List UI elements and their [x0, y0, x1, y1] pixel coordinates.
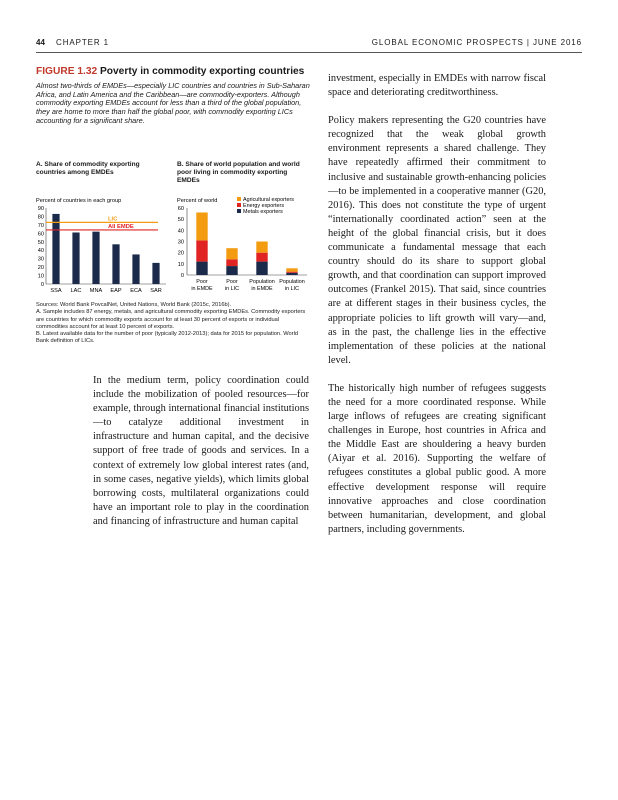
reference-line-label: LIC: [108, 216, 118, 223]
figure-title-text: Poverty in commodity exporting countries: [100, 66, 305, 77]
paragraph: Policy makers representing the G20 countries have recognized that the weak global growth environment represents a shared challenge. They have repeatedly affirmed their commitment to inclusive and sustainable growth-enhancing policies—to be implemented in a cooperative manner (G20, 2016). This does not constitute the type of urgent “internationally coordinated action” seen at the height of the global financial crisis, but it does communicate a fundamental message that each country should do its share to support global growth, and that coordination can support improved outcomes (Frankel 2015). That said, since countries are at different stages in their business cycles, the appropriate policies to lift growth will vary—and, as in the past, the challenge lies in the effective implementation of these policies at the national level.: [328, 115, 546, 366]
bar-segment-energy-exporters: [256, 253, 267, 262]
y-tick-label: 30: [37, 256, 44, 263]
left-column: [93, 374, 309, 529]
publication-title: GLOBAL ECONOMIC PROSPECTS | JUNE 2016: [371, 38, 582, 47]
figure-box: [36, 66, 311, 345]
right-column: [328, 72, 546, 537]
y-tick-label: 10: [177, 261, 184, 268]
bar-segment-energy-exporters: [226, 259, 237, 266]
bar-segment-energy-exporters: [286, 272, 297, 273]
y-tick-label: 0: [40, 282, 44, 288]
y-tick-label: 30: [177, 239, 184, 246]
bar-segment-energy-exporters: [196, 240, 207, 261]
bar-lac: [72, 232, 79, 284]
y-tick-label: 50: [37, 239, 44, 246]
y-tick-label: 20: [37, 265, 44, 272]
bar-segment-metals-exporters: [256, 262, 267, 275]
panel-b-title: B. Share of world population and world poor living in commodity exporting EMDEs: [177, 161, 300, 184]
x-tick-label: Population: [279, 279, 305, 285]
legend-label: Energy exporters: [243, 203, 285, 209]
x-tick-label: Poor: [196, 279, 208, 285]
y-tick-label: 40: [37, 248, 44, 255]
note-a-line: A. Sample includes 87 energy, metals, and agricultural commodity exporting EMDEs. Commodity exporters are countries for which commodity exports account for at least 30 percent of exports or individual commodities account for at least 10 percent of exports.: [36, 309, 306, 330]
paragraph: The historically high number of refugees suggests the need for a more coordinated response. While large inflows of refugees are creating significant challenges in Europe, host countries in Africa and the Middle East are shouldering a heavy burden (Aiyar et al. 2016). Supporting the welfare of refugees constitutes a global public good. A more effective development response will require innovative approaches and close coordination between humanitarian, development, and global partners, including governments.: [328, 382, 546, 535]
legend-label: Agricultural exporters: [243, 197, 294, 203]
header-divider: [36, 52, 582, 53]
bar-eap: [112, 244, 119, 284]
x-tick-label: EAP: [110, 288, 122, 294]
x-tick-label: in LIC: [224, 286, 240, 292]
y-tick-label: 0: [180, 273, 184, 279]
bar-ssa: [52, 214, 59, 284]
legend-label: Metals exporters: [243, 209, 283, 215]
figure-number: FIGURE 1.32: [36, 66, 98, 77]
reference-line-label: All EMDE: [108, 223, 134, 230]
page-header: [36, 38, 582, 50]
y-tick-label: 70: [37, 222, 44, 229]
bar-sar: [152, 263, 159, 284]
x-tick-label: MNA: [89, 288, 103, 294]
y-axis-label: Percent of world: [177, 198, 218, 204]
bar-segment-agricultural-exporters: [226, 248, 237, 259]
legend-swatch: [237, 203, 241, 207]
x-tick-label: in EMDE: [251, 286, 273, 292]
panel-a-chart: [36, 194, 171, 296]
bar-mna: [92, 232, 99, 284]
x-tick-label: Population: [249, 279, 275, 285]
figure-note: Almost two-thirds of EMDEs—especially LIC countries and countries in Sub-Saharan Africa, and Latin America and the Caribbean—are commodity-exporters. Although commodity exporting EMDEs account for less than a third of the global population, they are home to more than half the global poor, with commodity exporting LICs accounting for a significant share.: [36, 81, 310, 125]
x-tick-label: in EMDE: [191, 286, 213, 292]
x-tick-label: ECA: [130, 288, 142, 294]
bar-segment-agricultural-exporters: [256, 242, 267, 253]
note-b-line: B. Latest available data for the number of poor (typically 2012-2013); data for 2015 for population. World Bank definition of LICs.: [36, 331, 298, 345]
bar-segment-metals-exporters: [196, 262, 207, 275]
x-tick-label: in LIC: [284, 286, 300, 292]
y-tick-label: 10: [37, 273, 44, 280]
y-tick-label: 90: [37, 206, 44, 212]
bar-segment-agricultural-exporters: [286, 268, 297, 271]
y-tick-label: 60: [177, 206, 184, 212]
y-tick-label: 80: [37, 214, 44, 221]
chapter-label: CHAPTER 1: [56, 38, 110, 47]
bar-segment-metals-exporters: [226, 266, 237, 275]
figure-title: [36, 66, 311, 78]
bar-eca: [132, 254, 139, 284]
x-tick-label: Poor: [226, 279, 238, 285]
y-tick-label: 50: [177, 217, 184, 224]
y-axis-label: Percent of countries in each group: [36, 198, 122, 204]
x-tick-label: SAR: [150, 288, 162, 294]
legend-swatch: [237, 209, 241, 213]
y-tick-label: 60: [37, 231, 44, 238]
bar-segment-agricultural-exporters: [196, 212, 207, 240]
y-tick-label: 40: [177, 228, 184, 235]
paragraph: investment, especially in EMDEs with narrow fiscal space and deteriorating creditworthiness.: [328, 73, 546, 99]
page-number: 44: [36, 38, 45, 47]
figure-sources: [36, 302, 311, 346]
legend-swatch: [237, 197, 241, 201]
y-tick-label: 20: [177, 250, 184, 257]
paragraph: In the medium term, policy coordination could include the mobilization of pooled resources—for example, through international financial institutions—to catalyze additional investment in infrastructure and human capital, and the decisive support of free trade of goods and services. In a context of extremely low global interest rates (and, in some cases, negative yields), which limits global borrowing costs, multilateral organizations could have an important role to play in the coordination and financing of infrastructure and human capital: [93, 375, 309, 527]
panel-b-chart: [173, 194, 311, 296]
panel-a-title: A. Share of commodity exporting countries among EMDEs: [36, 161, 140, 176]
x-tick-label: LAC: [70, 288, 82, 294]
sources-line: Sources: World Bank PovcalNet, United Nations, World Bank (2015c, 2016b).: [36, 302, 232, 308]
x-tick-label: SSA: [50, 288, 62, 294]
bar-segment-metals-exporters: [286, 273, 297, 275]
